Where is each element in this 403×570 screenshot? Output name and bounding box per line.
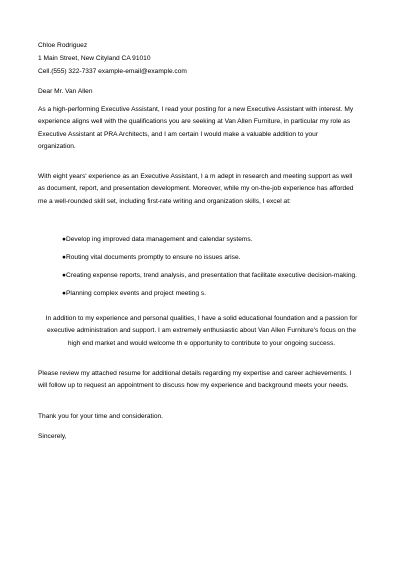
closing-line: will follow up to request an appointment to discuss how my experience and background meets your needs. [38,382,349,390]
experience-line: me a well-rounded skill set, including first-rate writing and organization skills, I excel at: [38,197,291,205]
bullet-item: ●Routing vital documents promptly to ensure no issues arise. [62,253,241,261]
intro-line: Executive Assistant at PRA Architects, and I am certain I would make a valuable addition to your [38,130,319,138]
bullet-item: ●Creating expense reports, trend analysis, and presentation that facilitate executive decision-making. [62,271,358,279]
salutation: Dear Mr. Van Allen [38,88,93,95]
bullet-item: ●Planning complex events and project meeting s. [62,289,206,297]
experience-line: as document, report, and presentation development. Moreover, while my on-the-job experience has afforded [38,185,354,193]
sender-street: 1 Main Street, New Cityland CA 91010 [38,55,151,62]
experience-paragraph [38,171,353,208]
closing-paragraph [38,368,351,393]
bullet-item: ●Develop ing improved data management and calendar systems. [62,235,253,243]
sender-name: Chloe Rodriguez [38,42,88,49]
intro-line: organization. [38,143,76,151]
qualities-line: high end market and would welcome th e opportunity to contribute to your ongoing success. [67,339,336,347]
qualities-paragraph [0,313,403,350]
signoff: Sincerely, [38,433,67,440]
intro-paragraph [38,104,353,154]
intro-line: As a high-performing Executive Assistant, I read your posting for a new Executive Assistant with interest. My [38,106,354,113]
intro-line: experience aligns well with the qualifications you are seeking at Van Allen Furniture, in particular my role as [38,118,351,126]
experience-line: With eight years' experience as an Executive Assistant, I a m adept in research and meeting support as well [38,173,353,180]
sender-contact: Cell.(555) 322-7337 example-email@example.com [38,68,187,75]
closing-line: Please review my attached resume for additional details regarding my expertise and career achievements. I [38,370,352,377]
qualities-line: In addition to my experience and personal qualities, I have a solid educational foundation and a passion for [45,315,358,322]
qualities-line: executive administration and support. I am extremely enthusiastic about Van Allen Furniture's focus on the [46,327,356,335]
thanks-line: Thank you for your time and consideration. [38,413,163,420]
